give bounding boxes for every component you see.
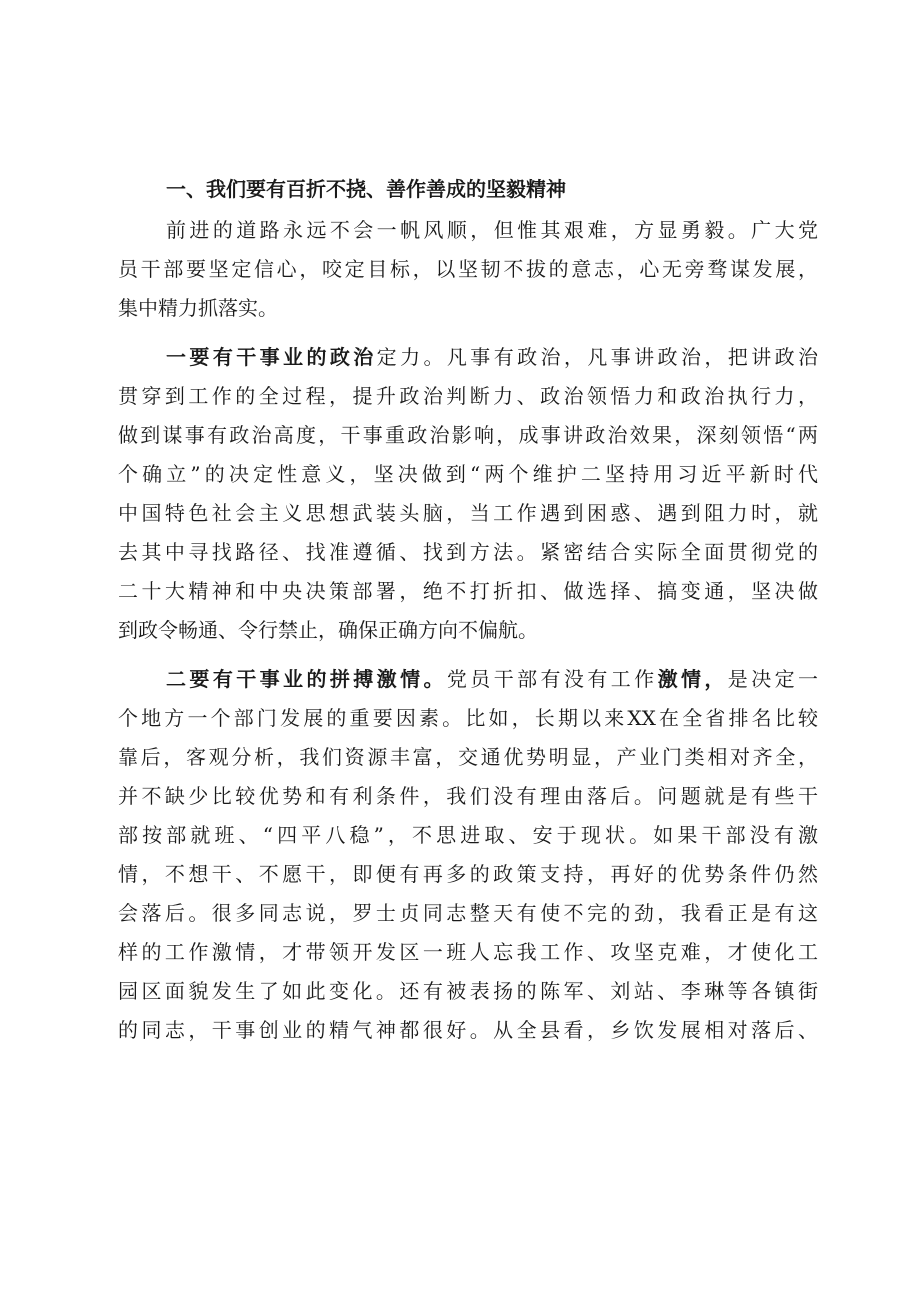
paragraph-line: 前进的道路永远不会一帆风顺，但惟其艰难，方显勇毅。广大党 [166,218,818,242]
paragraph-line: 个确立”的决定性意义，坚决做到“两个维护二坚持用习近平新时代 [118,462,818,486]
paragraph-line: 情，不想干、不愿干，即便有再多的政策支持，再好的优势条件仍然 [118,862,818,886]
paragraph-2 [118,338,818,650]
paragraph-line: 会落后。很多同志说，罗士贞同志整天有使不完的劲，我看正是有这 [118,901,818,925]
paragraph-line: 的同志，干事创业的精气神都很好。从全县看，乡饮发展相对落后、 [118,1018,818,1042]
paragraph-line: 样的工作激情，才带领开发区一班人忘我工作、攻坚克难，才使化工 [118,940,818,964]
paragraph-line: 中国特色社会主义思想武装头脑，当工作遇到困惑、遇到阻力时，就 [118,501,818,525]
paragraph-line: 做到谋事有政治高度，干事重政治影响，成事讲政治效果，深刻领悟“两 [118,423,818,447]
paragraph-line: 二十大精神和中央决策部署，绝不打折扣、做选择、搞变通，坚决做 [118,579,818,603]
paragraph-line: 并不缺少比较优势和有利条件，我们没有理由落后。问题就是有些干 [118,784,818,808]
bold-lead: 一要有干事业的政治 [166,345,377,369]
paragraph-line: 员干部要坚定信心，咬定目标，以坚韧不拔的意志，心无旁骛谋发展， [118,257,818,281]
paragraph-line: 到政令畅通、令行禁止，确保正确方向不偏航。 [118,618,538,642]
document-page [118,170,818,1050]
paragraph-line: 靠后，客观分析，我们资源丰富，交通优势明显，产业门类相对齐全， [118,745,818,769]
lead-mid: 党员干部有没有工作 [446,667,658,691]
bold-lead: 二要有干事业的拼搏激情。 [166,667,447,691]
paragraph-line: 个地方一个部门发展的重要因素。比如，长期以来XX在全省排名比较 [118,706,818,730]
paragraph-1 [118,211,818,328]
section-heading: 一、我们要有百折不挠、善作善成的坚毅精神 [166,177,566,201]
paragraph-line: 去其中寻找路径、找准遵循、找到方法。紧密结合实际全面贯彻党的 [118,540,818,564]
paragraph-lead-line [118,660,818,699]
paragraph-line: 部按部就班、“四平八稳”，不思进取、安于现状。如果干部没有激 [118,823,818,847]
lead-rest: 定力。凡事有政治，凡事讲政治，把讲政治 [376,345,819,369]
paragraph-lead-line [118,338,818,377]
paragraph-line: 贯穿到工作的全过程，提升政治判断力、政治领悟力和政治执行力， [118,384,818,408]
bold-emphasis: 激情， [657,667,728,691]
paragraph-line: 园区面貌发生了如此变化。还有被表扬的陈军、刘站、李琳等各镇街 [118,979,818,1003]
paragraph-line: 集中精力抓落实。 [118,296,278,320]
paragraph-3 [118,660,818,1050]
lead-rest: 是决定一 [727,667,819,691]
